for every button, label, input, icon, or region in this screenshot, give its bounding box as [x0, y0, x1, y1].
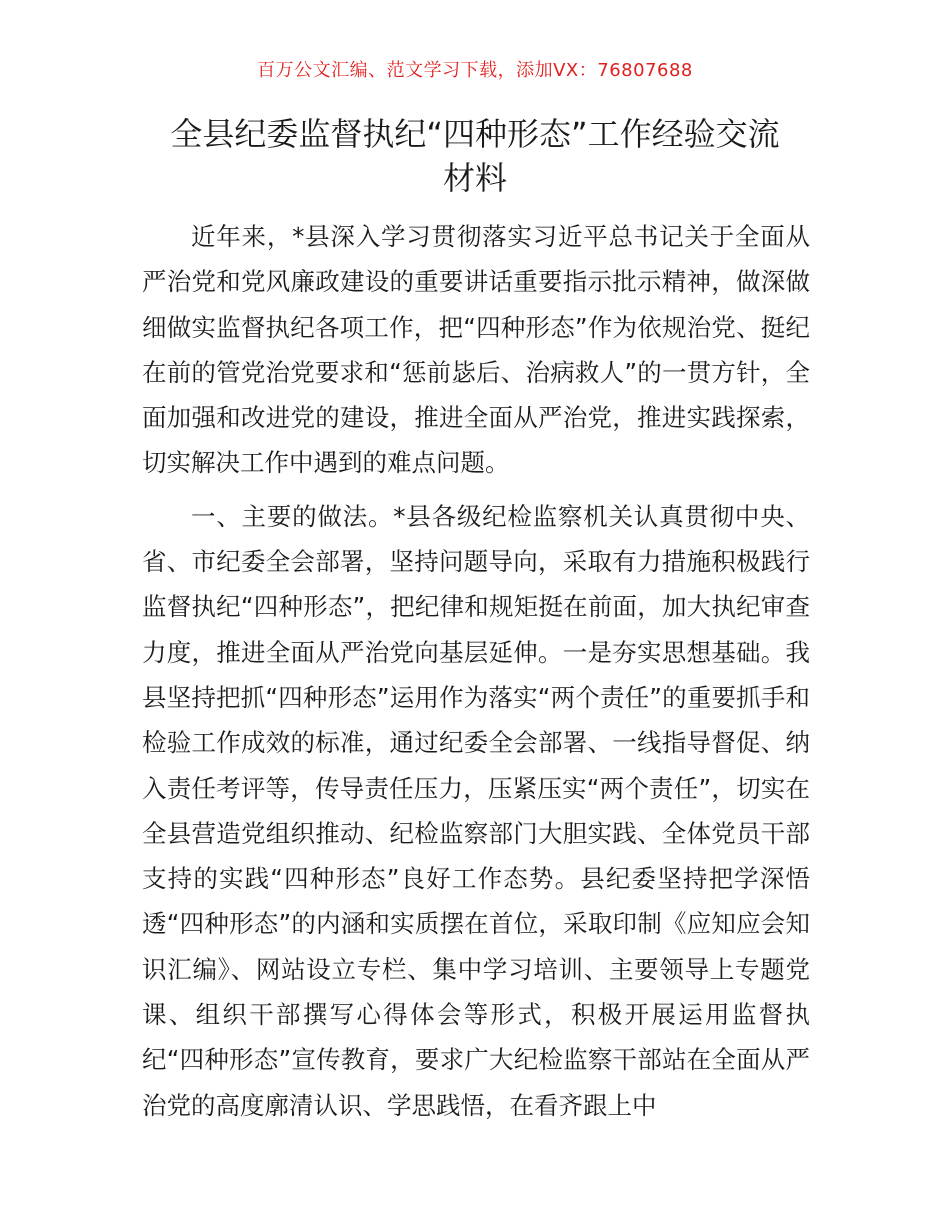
- paragraph-intro: 近年来，*县深入学习贯彻落实习近平总书记关于全面从严治党和党风廉政建设的重要讲话重要指示批示精神，做深做细做实监督执纪各项工作，把“四种形态”作为依规治党、挺纪在前的管党治党要求和“惩前毖后、治病救人”的一贯方针，全面加强和改进党的建设，推进全面从严治党，推进实践探索，切实解决工作中遇到的难点问题。: [142, 222, 810, 478]
- document-title: [120, 112, 830, 200]
- header-banner: 百万公文汇编、范文学习下载，添加VX：76807688: [257, 60, 693, 81]
- paragraph-main-practices: 一、主要的做法。*县各级纪检监察机关认真贯彻中央、省、市纪委全会部署，坚持问题导向，采取有力措施积极践行监督执纪“四种形态”，把纪律和规矩挺在前面，加大执纪审查力度，推进全面从严治党向基层延伸。一是夯实思想基础。我县坚持把抓“四种形态”运用作为落实“两个责任”的重要抓手和检验工作成效的标准，通过纪委全会部署、一线指导督促、纳入责任考评等，传导责任压力，压紧压实“两个责任”，切实在全县营造党组织推动、纪检监察部门大胆实践、全体党员干部支持的实践“四种形态”良好工作态势。县纪委坚持把学深悟透“四种形态”的内涵和实质摆在首位，采取印制《应知应会知识汇编》、网站设立专栏、集中学习培训、主要领导上专题党课、组织干部撰写心得体会等形式，积极开展运用监督执纪“四种形态”宣传教育，要求广大纪检监察干部站在全面从严治党的高度廓清认识、学思践悟，在看齐跟上中: [142, 501, 810, 1120]
- document-title-line-2: 材料: [442, 159, 507, 197]
- document-body: [142, 214, 810, 1128]
- document-title-line-1: 全县纪委监督执纪“四种形态”工作经验交流: [170, 115, 780, 153]
